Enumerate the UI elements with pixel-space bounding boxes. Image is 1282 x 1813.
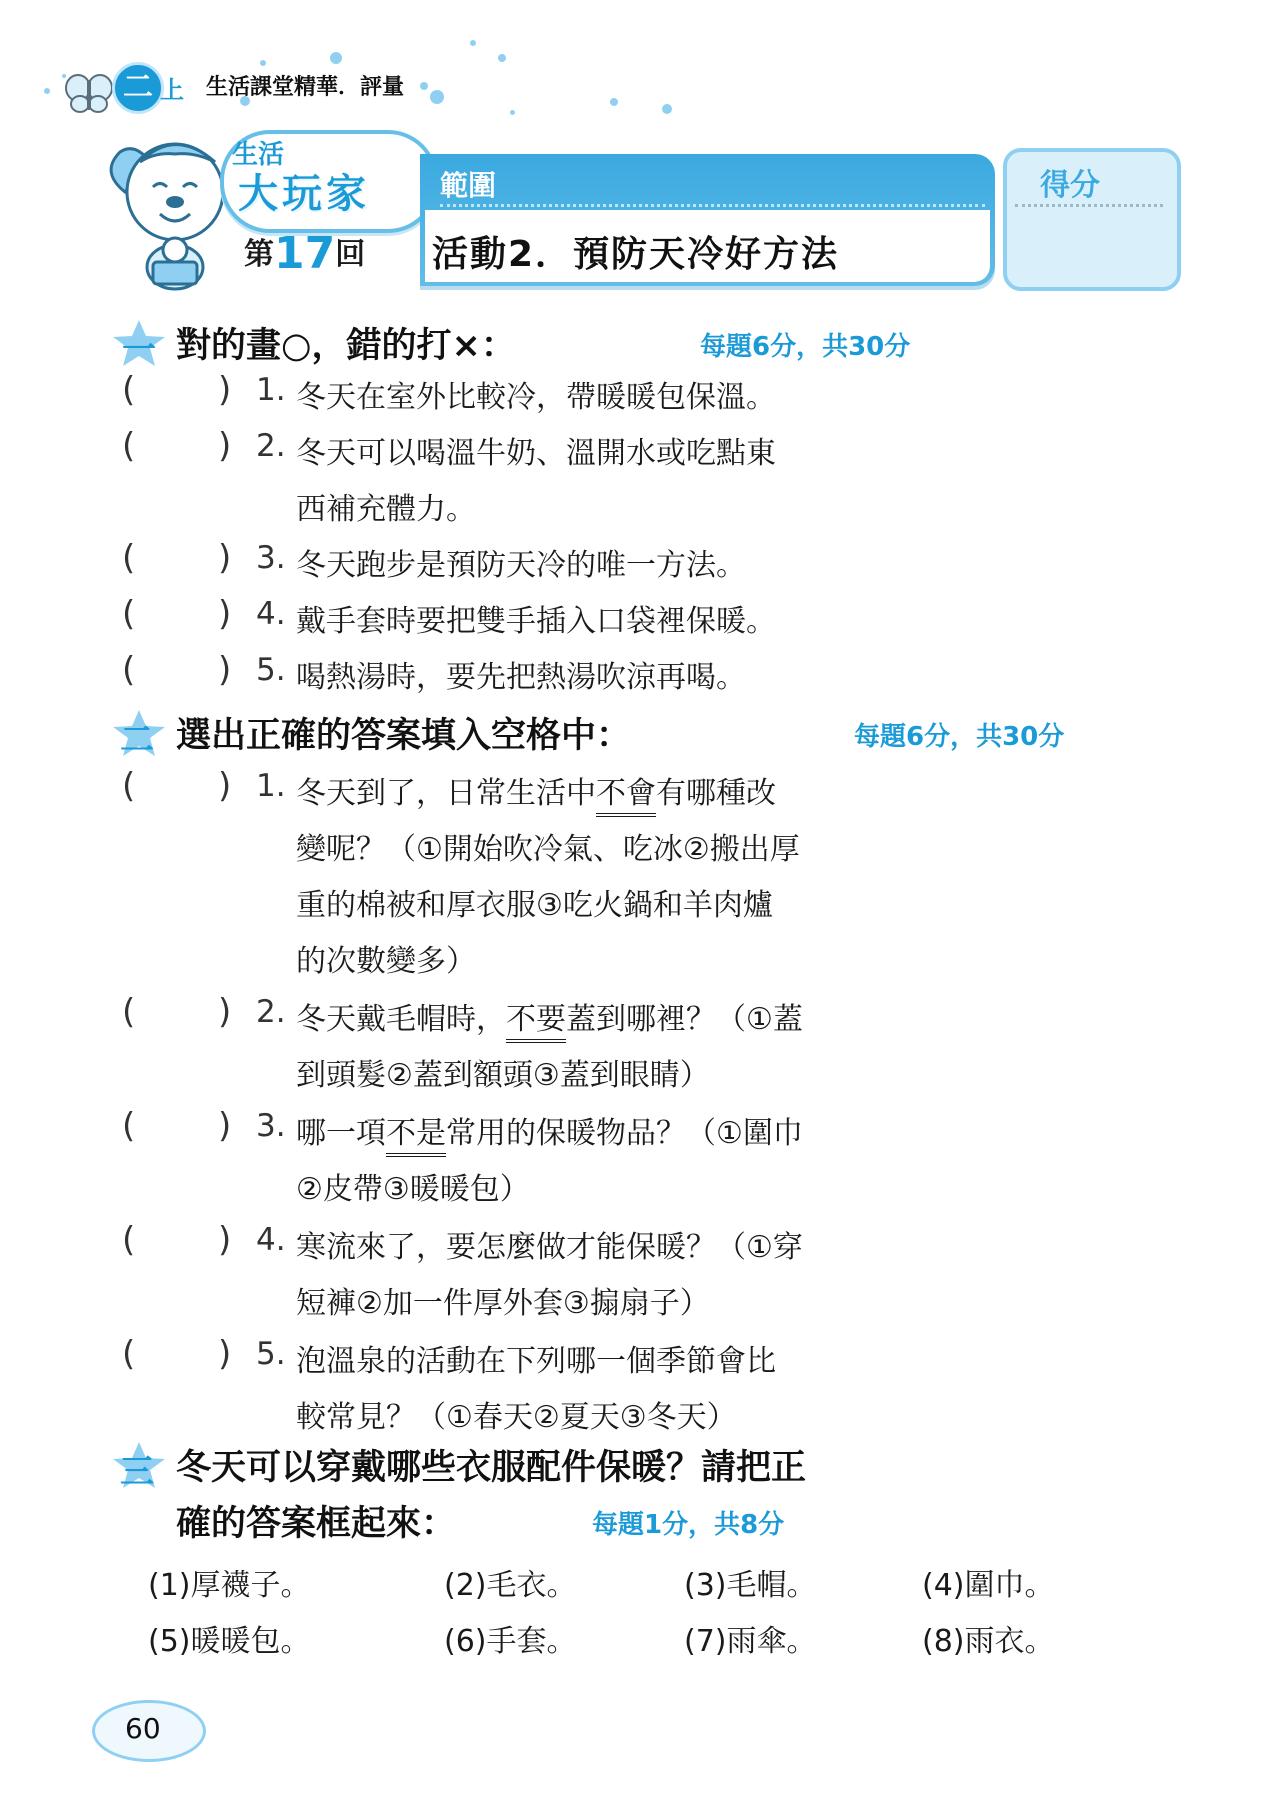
page-number: 60	[125, 1712, 161, 1745]
lesson-suffix: 回	[335, 237, 366, 272]
question-text-line: 西補充體力。	[296, 492, 476, 527]
question-text-a: 冬天戴毛帽時，	[296, 1002, 506, 1037]
question-text: 寒流來了，要怎麼做才能保暖？（①穿	[296, 1230, 803, 1265]
answer-blank[interactable]: (	[122, 426, 136, 466]
question-text: 喝熱湯時，要先把熱湯吹涼再喝。	[296, 660, 746, 695]
score-line	[1015, 204, 1163, 207]
option-item[interactable]: (7)雨傘。	[684, 1624, 817, 1659]
option-item[interactable]: (6)手套。	[444, 1624, 577, 1659]
answer-blank[interactable]: (	[122, 766, 136, 806]
question-number: 5.	[256, 1336, 286, 1372]
section2-title: 選出正確的答案填入空格中：	[176, 716, 632, 756]
question-text-line: 變呢？（①開始吹冷氣、吃冰②搬出厚	[296, 832, 800, 867]
section2-number: 二	[120, 720, 154, 760]
question-text	[296, 1108, 803, 1152]
question-text-line: 的次數變多）	[296, 944, 476, 979]
question-text-b: 有哪種改	[656, 776, 776, 811]
question-text: 冬天在室外比較冷，帶暖暖包保溫。	[296, 380, 776, 415]
question-text-a: 冬天到了，日常生活中	[296, 776, 596, 811]
emphasis-underline: 不是	[386, 1116, 446, 1157]
answer-blank-close: )	[218, 538, 232, 578]
section3-scoring: 每題1分，共8分	[592, 1510, 785, 1540]
series-title: 生活課堂精華．評量	[206, 75, 405, 100]
brand-big-title: 大玩家	[238, 171, 370, 217]
option-item[interactable]: (1)厚襪子。	[148, 1568, 311, 1603]
section2-scoring: 每題6分，共30分	[854, 722, 1065, 752]
brand-small-title: 生活	[232, 140, 285, 170]
question-number: 1.	[256, 372, 286, 408]
answer-blank-close: )	[218, 594, 232, 634]
lesson-number: 17	[274, 228, 336, 279]
section1-scoring: 每題6分，共30分	[700, 332, 911, 362]
question-number: 4.	[256, 1222, 286, 1258]
answer-blank-close: )	[218, 370, 232, 410]
question-number: 3.	[256, 540, 286, 576]
answer-blank[interactable]: (	[122, 650, 136, 690]
option-item[interactable]: (3)毛帽。	[684, 1568, 817, 1603]
section3-title-line2: 確的答案框起來：	[176, 1504, 457, 1544]
lesson-label	[244, 228, 365, 279]
answer-blank-close: )	[218, 426, 232, 466]
question-text	[296, 768, 776, 812]
question-number: 1.	[256, 768, 286, 804]
option-item[interactable]: (2)毛衣。	[444, 1568, 577, 1603]
section1-number: 一	[122, 330, 156, 370]
question-text: 泡溫泉的活動在下列哪一個季節會比	[296, 1344, 776, 1379]
question-text: 戴手套時要把雙手插入口袋裡保暖。	[296, 604, 776, 639]
emphasis-underline: 不會	[596, 776, 656, 817]
question-number: 4.	[256, 596, 286, 632]
emphasis-underline: 不要	[506, 1002, 566, 1043]
answer-blank[interactable]: (	[122, 594, 136, 634]
answer-blank-close: )	[218, 1334, 232, 1374]
question-text-a: 哪一項	[296, 1116, 386, 1151]
answer-blank[interactable]: (	[122, 1334, 136, 1374]
question-number: 2.	[256, 428, 286, 464]
question-text: 冬天可以喝溫牛奶、溫開水或吃點東	[296, 436, 776, 471]
option-item[interactable]: (5)暖暖包。	[148, 1624, 311, 1659]
answer-blank[interactable]: (	[122, 538, 136, 578]
question-text-b: 蓋到哪裡？（①蓋	[566, 1002, 803, 1037]
answer-blank-close: )	[218, 1220, 232, 1260]
butterfly-icon	[64, 72, 114, 118]
section3-number: 三	[120, 1452, 154, 1492]
answer-blank-close: )	[218, 650, 232, 690]
question-number: 5.	[256, 652, 286, 688]
semester-label: 上	[160, 76, 184, 104]
lesson-prefix: 第	[244, 237, 274, 272]
section1-title: 對的畫○，錯的打×：	[176, 326, 516, 366]
answer-blank[interactable]: (	[122, 1106, 136, 1146]
answer-blank[interactable]: (	[122, 992, 136, 1032]
question-text	[296, 994, 803, 1038]
section3-title-line1: 冬天可以穿戴哪些衣服配件保暖？請把正	[176, 1448, 807, 1488]
question-number: 3.	[256, 1108, 286, 1144]
answer-blank-close: )	[218, 1106, 232, 1146]
question-text-line: 較常見？（①春天②夏天③冬天）	[296, 1400, 737, 1435]
question-text-line: 到頭髮②蓋到額頭③蓋到眼睛）	[296, 1058, 710, 1093]
option-item[interactable]: (4)圍巾。	[922, 1568, 1055, 1603]
range-label: 範圍	[440, 169, 497, 202]
question-text-line: 短褲②加一件厚外套③搧扇子）	[296, 1286, 710, 1321]
question-text-line: ②皮帶③暖暖包）	[296, 1172, 530, 1207]
question-number: 2.	[256, 994, 286, 1030]
grade-badge: 二	[112, 62, 164, 114]
answer-blank[interactable]: (	[122, 370, 136, 410]
score-label: 得分	[1040, 168, 1100, 203]
question-text-b: 常用的保暖物品？（①圍巾	[446, 1116, 803, 1151]
range-value: 活動2．預防天冷好方法	[432, 234, 840, 275]
answer-blank-close: )	[218, 766, 232, 806]
option-item[interactable]: (8)雨衣。	[922, 1624, 1055, 1659]
answer-blank-close: )	[218, 992, 232, 1032]
answer-blank[interactable]: (	[122, 1220, 136, 1260]
range-divider	[440, 204, 985, 207]
question-text-line: 重的棉被和厚衣服③吃火鍋和羊肉爐	[296, 888, 773, 923]
question-text: 冬天跑步是預防天冷的唯一方法。	[296, 548, 746, 583]
